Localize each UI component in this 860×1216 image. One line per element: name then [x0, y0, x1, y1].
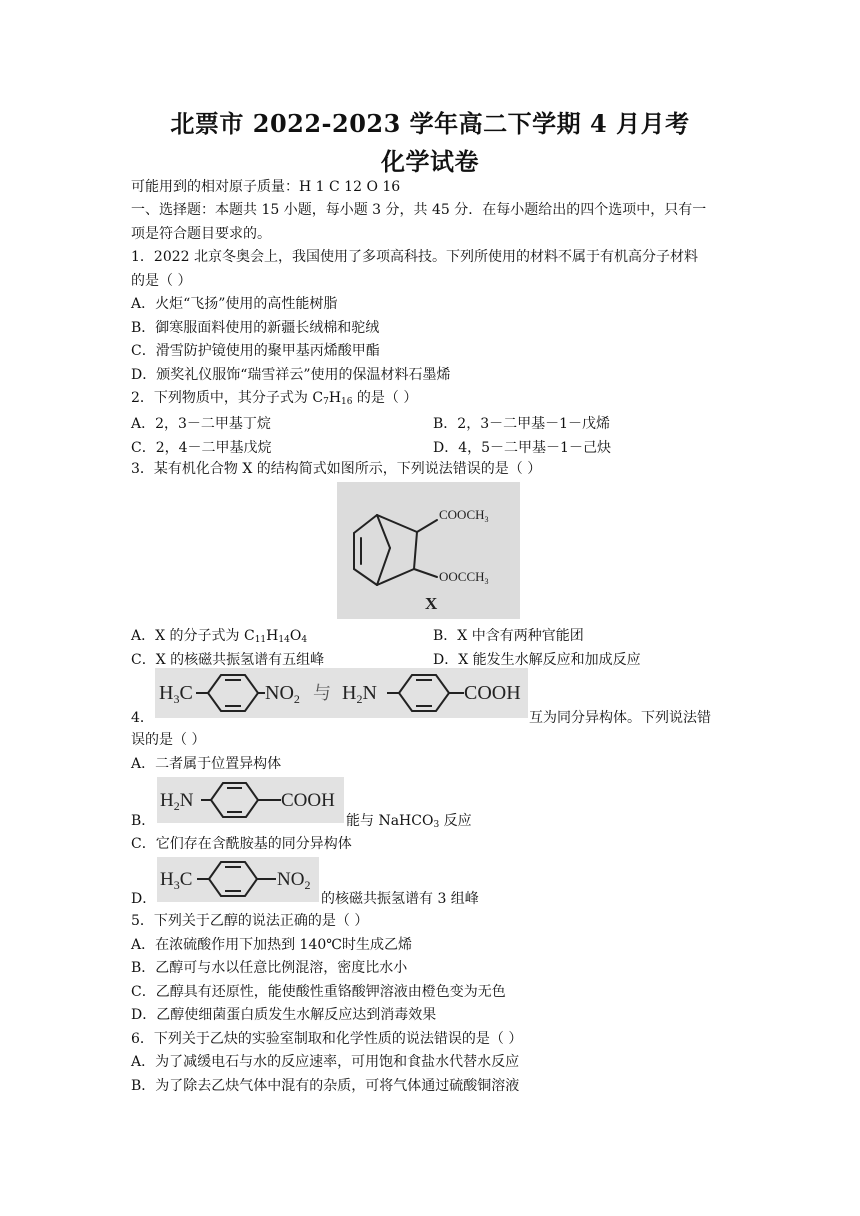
q4-stem-b: 误的是（ ） — [131, 732, 206, 748]
q5-option-d: D．乙醇使细菌蛋白质发生水解反应达到消毒效果 — [131, 1007, 437, 1023]
compound-x-caption: X — [425, 594, 438, 613]
q5-stem: 5．下列关于乙醇的说法正确的是（ ） — [131, 913, 369, 929]
svg-text:H2N: $H_2N$ — [342, 682, 377, 706]
q2-option-c: C．2，4－二甲基戊烷 — [131, 440, 272, 456]
q4-option-c: C．它们存在含酰胺基的同分异构体 — [131, 836, 352, 852]
q3-option-c: C．X 的核磁共振氢谱有五组峰 — [131, 652, 325, 668]
q4-option-b-prefix: B． — [131, 813, 156, 829]
q1-option-d: D．颁奖礼仪服饰“瑞雪祥云”使用的保温材料石墨烯 — [131, 367, 451, 383]
isomer-pair-structure-icon — [155, 668, 528, 718]
q3-option-a: A．X 的分子式为 $C_{11}H_{14}O_4$ — [131, 628, 308, 645]
ester-group-bottom-label: $OOCCH_3$ — [439, 569, 489, 586]
q4-option-d-text: 的核磁共振氢谱有 3 组峰 — [321, 891, 479, 907]
q3-option-b: B．X 中含有两种官能团 — [433, 628, 584, 644]
q3-structure-figure — [337, 482, 520, 619]
q2-stem: 2．下列物质中，其分子式为 $C_7H_{16}$ 的是（ ） — [131, 390, 418, 407]
ester-group-top-label: $COOCH_3$ — [439, 507, 489, 524]
svg-text:COOH: COOH — [281, 790, 335, 811]
q2-option-a: A．2，3－二甲基丁烷 — [131, 416, 271, 432]
q6-stem: 6．下列关于乙炔的实验室制取和化学性质的说法错误的是（ ） — [131, 1031, 523, 1047]
q6-option-b: B．为了除去乙炔气体中混有的杂质，可将气体通过硫酸铜溶液 — [131, 1078, 520, 1094]
q4-number: 4． — [131, 710, 154, 726]
q5-option-c: C．乙醇具有还原性，能使酸性重铬酸钾溶液由橙色变为无色 — [131, 984, 506, 1000]
exam-subtitle: 化学试卷 — [381, 147, 479, 176]
q1-option-c: C．滑雪防护镜使用的聚甲基丙烯酸甲酯 — [131, 343, 380, 359]
nitrotoluene-structure-icon — [157, 857, 319, 902]
q5-option-b: B．乙醇可与水以任意比例混溶，密度比水小 — [131, 960, 408, 976]
q1-option-a: A．火炬“飞扬”使用的高性能树脂 — [131, 296, 338, 312]
q2-option-d: D．4，5－二甲基－1－己炔 — [433, 440, 611, 456]
norbornene-structure-icon — [337, 482, 520, 619]
q4-option-b-text: 能与 NaHCO$_3$ 反应 — [346, 813, 472, 830]
q3-stem: 3．某有机化合物 X 的结构简式如图所示，下列说法错误的是（ ） — [131, 461, 542, 477]
q2-option-b: B．2，3－二甲基－1－戊烯 — [433, 416, 611, 432]
svg-text:NO2: $NO_2$ — [265, 682, 300, 706]
q1-option-b: B．御寒服面料使用的新疆长绒棉和驼绒 — [131, 320, 380, 336]
section1-instructions-a: 一、选择题：本题共 15 小题，每小题 3 分，共 45 分．在每小题给出的四个选项中，只有一 — [131, 202, 707, 218]
q4-stem-tail: 互为同分异构体。下列说法错 — [529, 710, 711, 726]
svg-text:与: 与 — [313, 683, 331, 703]
svg-text:H3C: $H_3C$ — [159, 682, 193, 706]
q1-stem-a: 1．2022 北京冬奥会上，我国使用了多项高科技。下列所使用的材料不属于有机高分子材料 — [131, 249, 698, 265]
q1-stem-b: 的是（ ） — [131, 273, 192, 289]
svg-text:H2N: $H_2N$ — [160, 790, 194, 813]
svg-text:COOH: COOH — [464, 682, 521, 704]
q5-option-a: A．在浓硫酸作用下加热到 140℃时生成乙烯 — [131, 937, 412, 953]
q4-option-a: A．二者属于位置异构体 — [131, 756, 282, 772]
q4-option-d-structure — [157, 857, 319, 902]
q3-option-d: D．X 能发生水解反应和加成反应 — [433, 652, 641, 668]
atomic-masses: 可能用到的相对原子质量：H 1 C 12 O 16 — [131, 179, 401, 195]
q4-option-b-structure — [157, 777, 344, 823]
q4-isomer-pair-figure — [155, 668, 528, 718]
exam-title: 北票市 2022-2023 学年高二下学期 4 月月考 — [170, 109, 690, 138]
q4-option-d-prefix: D． — [131, 891, 157, 907]
q6-option-a: A．为了减缓电石与水的反应速率，可用饱和食盐水代替水反应 — [131, 1054, 520, 1070]
svg-text:NO2: $NO_2$ — [277, 869, 311, 892]
svg-text:H3C: $H_3C$ — [160, 869, 193, 892]
section1-instructions-b: 项是符合题目要求的。 — [131, 226, 271, 242]
aminobenzoic-acid-structure-icon — [157, 777, 344, 823]
